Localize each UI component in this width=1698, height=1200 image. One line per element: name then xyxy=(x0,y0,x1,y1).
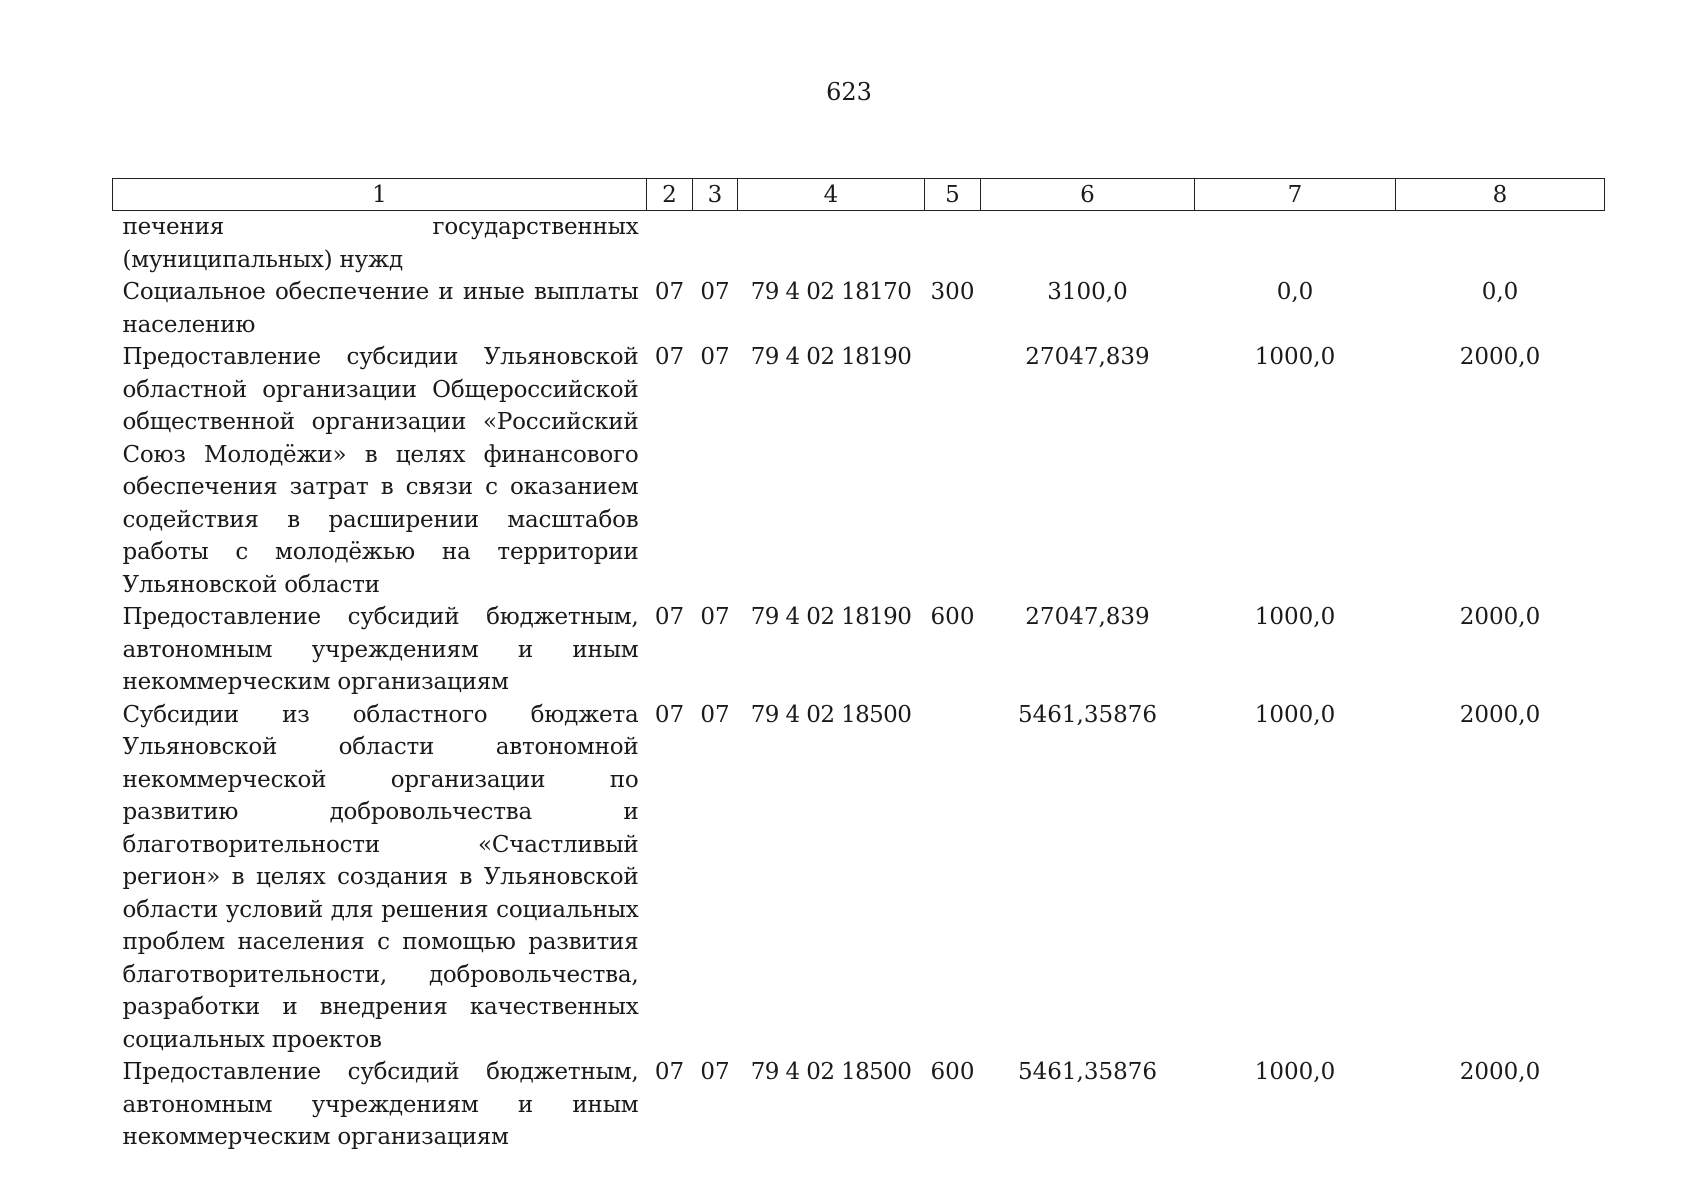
header-col-5: 5 xyxy=(925,179,981,211)
header-col-3: 3 xyxy=(693,179,738,211)
table-row xyxy=(113,341,1605,601)
row-value-col7: 1000,0 xyxy=(1254,701,1336,728)
page-number: 623 xyxy=(826,78,872,106)
row-value-col8 xyxy=(1396,211,1605,277)
row-value-col6 xyxy=(981,211,1195,277)
row-subsection: 07 xyxy=(700,1059,730,1085)
header-row xyxy=(113,179,1605,211)
budget-table-container xyxy=(112,178,1604,1154)
row-expense-type: 600 xyxy=(930,604,975,630)
row-target-code: 79 4 02 18190 xyxy=(750,604,912,630)
row-value-col6: 5461,35876 xyxy=(1017,1059,1157,1085)
header-col-4: 4 xyxy=(738,179,925,211)
row-expense-type: 300 xyxy=(930,279,975,305)
row-name: печения государственных (муниципальных) нужд xyxy=(122,214,639,273)
row-name: Предоставление субсидий бюджетным, автономным учреждениям и иным некоммерческим организациям xyxy=(122,1059,639,1150)
row-subsection: 07 xyxy=(700,279,730,305)
row-target-code: 79 4 02 18500 xyxy=(750,701,912,728)
row-expense-type xyxy=(925,341,981,601)
row-expense-type: 600 xyxy=(930,1059,975,1085)
row-value-col6: 3100,0 xyxy=(1047,279,1128,305)
header-col-6: 6 xyxy=(981,179,1195,211)
table-row xyxy=(113,276,1605,341)
row-target-code xyxy=(738,211,925,277)
row-value-col8: 0,0 xyxy=(1481,279,1519,305)
row-expense-type xyxy=(925,211,981,277)
header-col-2: 2 xyxy=(647,179,693,211)
row-subsection: 07 xyxy=(700,701,730,728)
row-name: Социальное обеспечение и иные выплаты населению xyxy=(122,279,639,338)
row-value-col7: 1000,0 xyxy=(1254,604,1336,630)
row-section: 07 xyxy=(654,604,685,630)
row-value-col6: 5461,35876 xyxy=(1017,701,1157,728)
row-value-col8: 2000,0 xyxy=(1459,701,1541,728)
row-expense-type xyxy=(925,699,981,1057)
row-value-col7 xyxy=(1195,211,1396,277)
table-row xyxy=(113,699,1605,1057)
row-section: 07 xyxy=(654,1059,685,1085)
row-value-col8: 2000,0 xyxy=(1459,1059,1541,1085)
table-header xyxy=(113,179,1605,211)
header-col-1: 1 xyxy=(113,179,647,211)
table-row xyxy=(113,211,1605,277)
row-value-col6: 27047,839 xyxy=(1025,344,1150,370)
table-row xyxy=(113,601,1605,699)
row-value-col7: 0,0 xyxy=(1276,279,1314,305)
row-value-col7: 1000,0 xyxy=(1254,344,1336,370)
row-value-col8: 2000,0 xyxy=(1459,344,1541,370)
row-value-col8: 2000,0 xyxy=(1459,604,1541,630)
row-section xyxy=(647,211,693,277)
table-row xyxy=(113,1056,1605,1154)
row-subsection: 07 xyxy=(700,604,730,630)
row-section: 07 xyxy=(654,344,685,370)
header-col-8: 8 xyxy=(1396,179,1605,211)
row-value-col6: 27047,839 xyxy=(1025,604,1150,630)
budget-table xyxy=(112,178,1605,1154)
row-name: Предоставление субсидии Ульяновской областной организации Общероссийской общественной организации «Российский Союз Молодёжи» в целях финансового обеспечения затрат в связи с оказанием содействия в расширении масштабов работы с молодёжью на территории Ульяновской области xyxy=(122,344,639,598)
row-value-col7: 1000,0 xyxy=(1254,1059,1336,1085)
row-target-code: 79 4 02 18190 xyxy=(750,344,912,370)
row-subsection xyxy=(693,211,738,277)
row-target-code: 79 4 02 18170 xyxy=(750,279,912,305)
row-name: Предоставление субсидий бюджетным, автономным учреждениям и иным некоммерческим организациям xyxy=(122,604,639,695)
row-section: 07 xyxy=(654,279,685,305)
row-name: Субсидии из областного бюджета Ульяновской области автономной некоммерческой организации по развитию добровольчества и благотворительности «Счастливый регион» в целях создания в Ульяновской области условий для решения социальных проблем населения с помощью развития благотворительности, добровольчества, разработки и внедрения качественных социальных проектов xyxy=(122,701,639,1053)
row-target-code: 79 4 02 18500 xyxy=(750,1059,912,1085)
header-col-7: 7 xyxy=(1195,179,1396,211)
row-section: 07 xyxy=(654,701,685,728)
row-subsection: 07 xyxy=(700,344,730,370)
table-body xyxy=(113,211,1605,1154)
